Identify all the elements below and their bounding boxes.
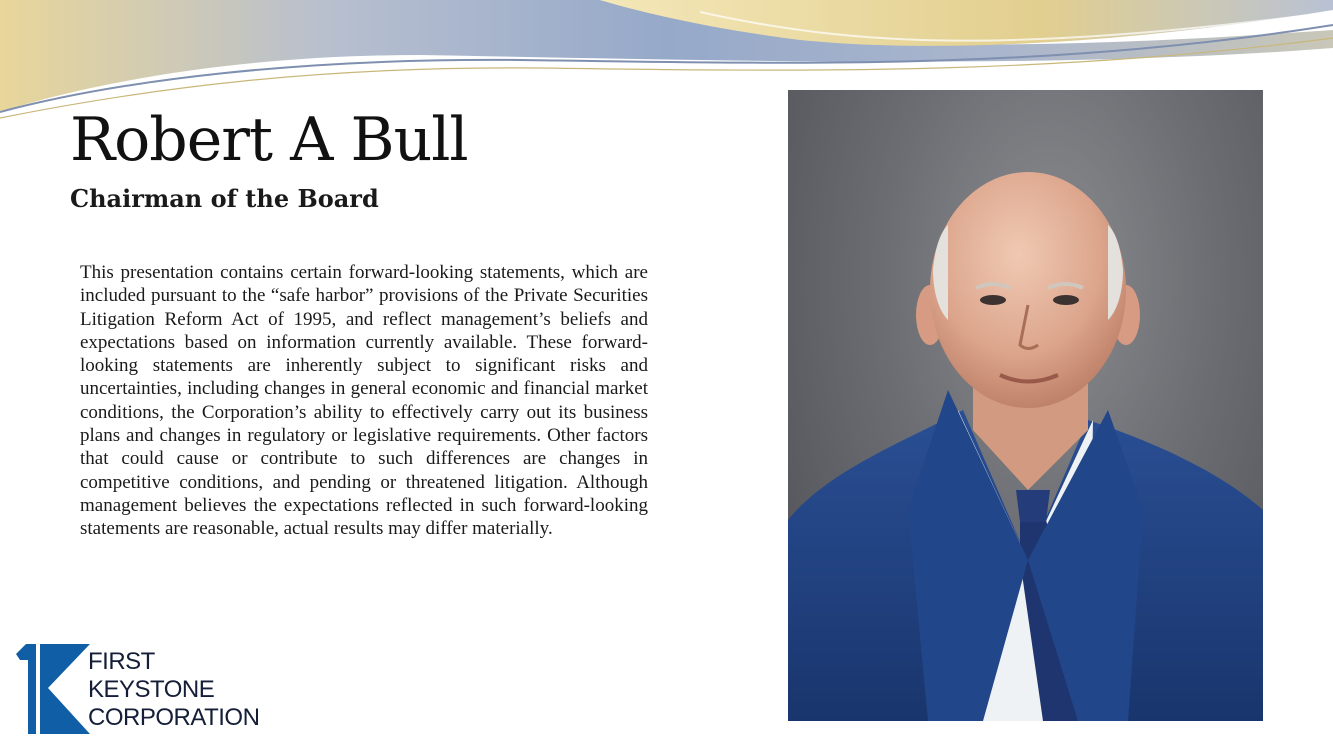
logo-line-keystone: KEYSTONE [88,676,215,703]
forward-looking-disclaimer: This presentation contains certain forward-looking statements, which are included pursuant to the “safe harbor” provisions of the Private Securities Litigation Reform Act of 1995, and reflect management’s beliefs and expectations based on information currently available. These forward-looking statements are inherently subject to significant risks and uncertainties, including changes in general economic and financial market conditions, the Corporation’s ability to effectively carry out its business plans and changes in regulatory or legislative requirements. Other factors that could cause or contribute to such differences are changes in competitive conditions, and pending or threatened litigation. Although management believes the expectations reflected in such forward-looking statements are reasonable, actual results may differ materially. [80,262,648,540]
logo-wordmark [88,648,259,732]
logo-line-corporation: CORPORATION [88,704,260,731]
company-logo [14,640,304,736]
job-title: Chairman of the Board [70,184,379,213]
keystone-k-logo-icon [14,642,90,734]
portrait-illustration [788,90,1263,721]
portrait-photo [788,90,1263,721]
page-title: Robert A Bull [70,105,468,175]
logo-line-first: FIRST [88,648,155,675]
